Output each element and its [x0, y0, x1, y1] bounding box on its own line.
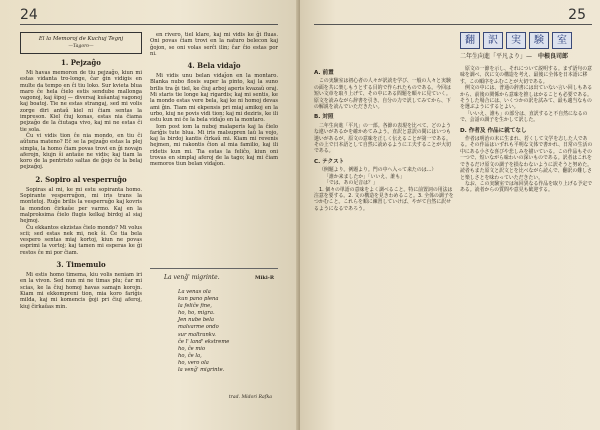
paragraph: Iom post iom la nuboj malaperis kaj la ĉielo fariĝis tute blua. Mi iris malsupren laŭ la vojo, kaj la birdoj kantis ĉirkaŭ mi. Kiam mi revenis hejmen, mi rakontis ĉion al mia familio, kaj ili ridetis kun mi. Tia estas la feliĉo, kiun oni trovas en simplaj aferoj de la tago; kaj mi ĉiam memoros tiun belan vidaĵon. [150, 123, 278, 168]
paragraph: 二年生向進「平凡」の一部。各節の表現を比べて、どのような違いがあるかを確かめてみよう。直訳と意訳の間にはいつも迷いがあるが、原文の意味を正しく伝えることが第一である。その上で日本語として自然に読めるように工夫することが大切である。 [314, 122, 451, 155]
section-title-boxes [460, 32, 590, 48]
left-column-2-body [150, 32, 278, 168]
paragraph: Ĉu vi vidis tion ĉe nia mondo, en tiu ĉi aŭtuna mateno? Eĉ se la pejzaĝo estas la plej simpla, la homo ĉiam povas trovi en ĝi novajn aferojn, kiujn ŝi antaŭe ne vidis; kaj tiam la koro de la pentristo saltas de ĝojo ĉe la belaj pejzaĝoj. [20, 132, 142, 171]
paragraph: 「いいえ、誰も」の部分は、直訳すると不自然になるので、会話の調子を生かして訳した。 [460, 110, 588, 124]
poem-line: ho, ĉe mio [178, 345, 206, 352]
section-title-char: 実 [506, 32, 526, 49]
paragraph: この実験室は初心者の人々が訳読を学び、一般の人々と実験の面を共に楽しもうとする目的で作られたものである。今回は短い文章を取り上げて、その中にある問題を順々に見ていく。原文を読みながら辞書を引き、自分の力で訳してみてから、下の解説を読んでいただきたい。 [314, 78, 451, 111]
poem-box [150, 268, 278, 409]
right-column-2-body [460, 66, 594, 194]
paragraph: Mi havas memoron de tiu pejzaĝo, kiun mi estas vidanta tro-longe, ĉar ĝin vidigis en multe da tempo en ĉi tiu loko. Sur kvieta blua maro ĉe hela ĉielo estis sendube mallonga vagonoj, kaj ŝipoj — diversaj kuŝantaj vagonoj kaj boatoj. Tie ne estas strangaj, sed mi volis zorge diri antaŭ kiel ni ĉiam sentas la impreson. Kiel ĉiuj konas, estas nia ĉiama pejzaĝo de la ĉiutaga vivo, kaj mi ne estas ĉi tie sola. [20, 70, 142, 133]
section-heading: D. 作者及 作品に就てなし [460, 127, 527, 134]
section-subtitle: —Tagoro— [68, 44, 94, 49]
poem-lines [178, 289, 229, 374]
section-title-char: 験 [529, 32, 549, 49]
poem-line: la feliĉe fine, [178, 303, 212, 310]
section-heading: 3. Timemulo [56, 260, 106, 270]
section-heading: A. 前置 [314, 70, 334, 76]
paragraph: Mi estis homo timema, kiu volis neniam iri en la vivon. Sed nun mi ne timas plu; ĉar mi scias, ke la ĉiuj homoj havas samajn korojn. Kiam mi ekkompreni tion, mia koro fariĝis milda, kaj mi komencis ĝoji pri ĉiuj aferoj, kiuj ĉirkaŭas min. [20, 272, 142, 310]
dialog-line: 「誰か来ましたか」「いいえ、誰も」 [324, 173, 405, 180]
poem-author: Miki-R [254, 275, 274, 281]
poem-line: La venas ola [178, 289, 211, 295]
right-page [300, 0, 600, 430]
section-heading: B. 対照 [314, 114, 334, 121]
paragraph: en rivero, tiel klare, kaj mi vidis ke ĝi fluas. Oni povas ĉiam trovi en la naturo belecon kaj ĝojon, se oni volas serĉi ilin; ĉar ĉio estas por ni. [150, 32, 278, 57]
poem-line: ho, ho, migra. [178, 310, 215, 317]
left-column-1 [20, 32, 142, 310]
paragraph: 1. 個々の単語の意味をよく調べること。特に前置詞の用法は注意を要する。2. 文の構造を見きわめること。3. 全体の調子をつかむこと。これらを順に練習していけば、やがて自然に訳せるようになるであろう。 [314, 186, 454, 212]
paragraph: Mi vidis unu belan vidaĵon en la montaro. Blanka nubo flosis super la pinto, kaj la suno brilis tra ĝi tiel, ke ĉiuj arboj aperis kvazaŭ oraj. Mi staris tie longe kaj rigardis; kaj mi sentis, ke la mondo estas vere bela, kaj ke ni homoj devas ami ĝin. Tiam mi ekpensis pri miaj amikoj en la urbo, kiuj ne povis vidi tion; kaj mi deziris, ke ili estu kun mi ĉe la bela vidaĵo en la montaro. [150, 73, 278, 124]
poem-title: La venĝ' migrinte. [164, 274, 220, 281]
paragraph: 例文の中には、普通の辞書には出ていない言い回しもあるから、前後の関係から意味を推しはかることも必要である。そうした場合には、いくつかの訳を試みて、最も適当なものを選ぶようにするとよい。 [460, 85, 593, 111]
paragraph: 作者は明治の末に生まれ、若くして文学を志した人である。その作品はいずれも平明な文体で書かれ、日常の生活の中にある小さな喜びや悲しみを描いている。この作品もその一つで、短いながら味わいの深いものである。訳者はこれをできるだけ原文の調子を損なわないように訳そうと努めた。読者もまた原文と訳文とを比べながら読んで、翻訳の難しさと楽しさとを味わっていただきたい。 [460, 136, 593, 181]
right-column-2 [460, 32, 594, 60]
paragraph: Ĉu ekkantos ekzistas ĉielo mondo? Mi volus scii; sed estas nek mi, nek ŝi. Ĉe tia bela vespero sentas miaj kortoj, kiun ne povas esprimi la vortoj; kaj tamen mi esperas ke ĝi restos ĉe mi por ĉiam. [20, 224, 142, 256]
section-title-char: 翻 [460, 32, 480, 49]
left-column-2 [150, 32, 278, 168]
article-subtitle-text: 二年生向進「平凡より」— [460, 53, 533, 60]
poem-line: sur maltrankv. [178, 331, 216, 338]
poem-translator: trad. Midori Rafka [228, 395, 272, 400]
section-heading: 2. Sopiro al vesperruĝo [35, 174, 127, 184]
page-number-right: 25 [568, 7, 586, 23]
header-rule-left [20, 24, 278, 25]
poem-line: ho, vero ola [178, 359, 209, 366]
poem-line: kun pano plena [178, 296, 219, 303]
section-title-box [20, 32, 142, 54]
paragraph: なお、この実験室では毎回異なる作品を取り上げる予定である。読者からの質問や意見も歓迎する。 [460, 180, 593, 194]
article-author: 中根良司郎 [538, 53, 569, 60]
dialog-line: 「では、あの足音は？」 [324, 180, 378, 187]
section-title: El la Memoroj de Kuchuj Tegnj [38, 36, 124, 42]
section-title-char: 訳 [483, 32, 503, 49]
header-rule-right [314, 24, 592, 25]
left-column-1-body [20, 59, 142, 310]
section-heading: 1. Pejzaĝo [61, 58, 101, 67]
section-heading: 4. Bela vidaĵo [187, 61, 241, 71]
paragraph: 原文の一節を示し、それについて説明する。まず語句の意味を調べ、次に文の構造を考え、最後に全体を日本語に移す。この順序をふむことが大切である。 [460, 66, 593, 85]
right-column-1 [314, 66, 454, 212]
poem-line: ĉe l' land' ekstreme [178, 338, 230, 345]
section-title-char: 室 [552, 32, 572, 49]
article-subtitle [460, 54, 594, 60]
poem-line: Jen nube bela [178, 317, 215, 324]
poem-line: la venĝ' migrinte. [178, 367, 225, 374]
page-number-left: 24 [20, 7, 38, 23]
paragraph: （例題より。例題より。門の中へ入って来たのは…） [319, 167, 437, 174]
poem-line: ho, ĉe la, [178, 352, 202, 359]
section-heading: C. テクスト [314, 158, 345, 165]
poem-line: malvarme ondo [178, 324, 219, 331]
paragraph: Sopiras al mi, ke mi estu sopiranta homo. Sopirante vesperruĝon, mi iris trans la montetoj. Ruĝe brilis la vesperruĝo kaj kovris la mondon ĉirkaŭe per varmo. Kaj en la malproksima ĉielo flugis kelkaj birdoj al siaj hejmoj. [20, 186, 142, 225]
